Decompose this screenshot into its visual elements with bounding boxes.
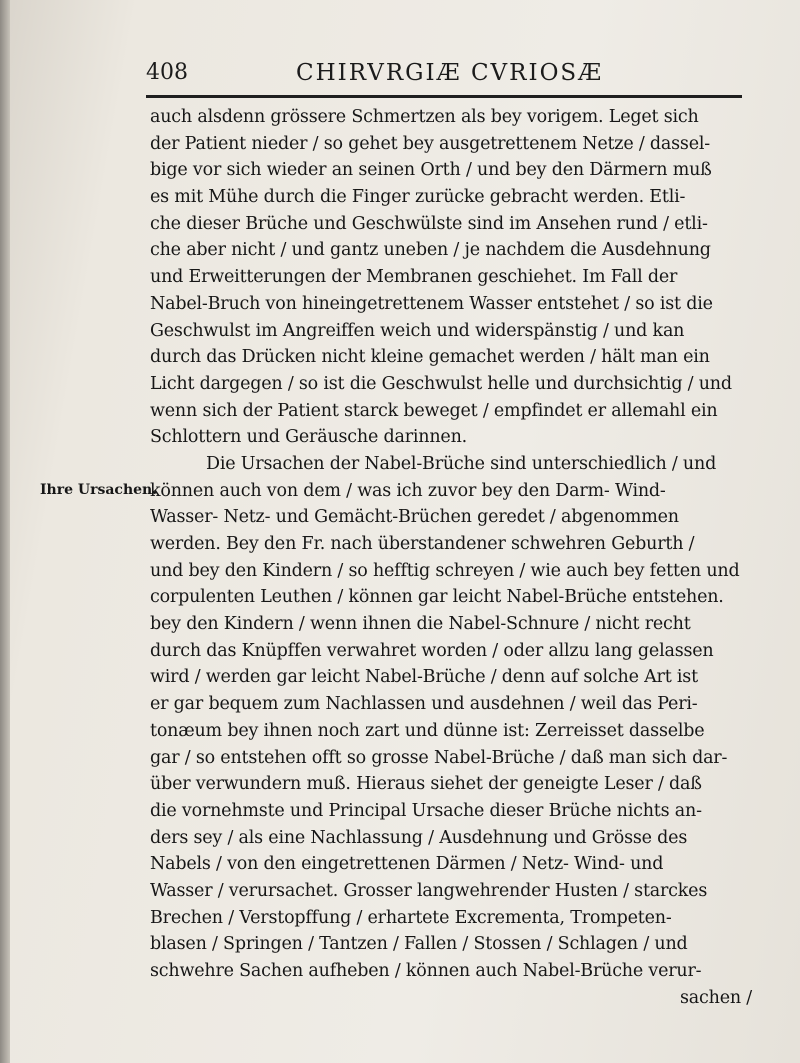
text-line-catchword: sachen / — [680, 987, 752, 1008]
text-line: wenn sich der Patient starck beweget / empfindet er allemahl ein — [150, 400, 718, 421]
text-line: und bey den Kindern / so hefftig schreyen / wie auch bey fetten und — [150, 560, 740, 581]
running-title: CHIRVRGIÆ CVRIOSÆ — [296, 60, 604, 86]
page-number: 408 — [146, 60, 188, 85]
text-line: durch das Drücken nicht kleine gemachet werden / hält man ein — [150, 347, 710, 368]
text-line: bige vor sich wieder an seinen Orth / und bey den Därmern muß — [150, 160, 712, 181]
text-line: er gar bequem zum Nachlassen und ausdehnen / weil das Peri- — [150, 694, 698, 715]
text-line: Nabels / von den eingetrettenen Därmen / Netz- Wind- und — [150, 854, 664, 875]
text-line: die vornehmste und Principal Ursache dieser Brüche nichts an- — [150, 800, 702, 821]
text-line: Licht dargegen / so ist die Geschwulst helle und durchsichtig / und — [150, 373, 732, 394]
text-line: Schlottern und Geräusche darinnen. — [150, 427, 468, 448]
text-line: der Patient nieder / so gehet bey ausgetrettenem Netze / dassel- — [150, 133, 710, 154]
text-line: schwehre Sachen aufheben / können auch Nabel-Brüche verur- — [150, 961, 702, 981]
page-header — [146, 58, 746, 88]
text-line: Geschwulst im Angreiffen weich und widerspänstig / und kan — [150, 320, 685, 341]
text-line: es mit Mühe durch die Finger zurücke gebracht werden. Etli- — [150, 187, 686, 208]
text-line: und Erweitterungen der Membranen geschiehet. Im Fall der — [150, 267, 678, 288]
text-line: über verwundern muß. Hieraus siehet der geneigte Leser / daß — [150, 774, 702, 795]
text-line: che dieser Brüche und Geschwülste sind im Ansehen rund / etli- — [150, 213, 708, 234]
header-rule — [146, 95, 742, 98]
paragraph-start-line: Die Ursachen der Nabel-Brüche sind unterschiedlich / und — [206, 453, 717, 474]
text-line: Nabel-Bruch von hineingetrettenem Wasser entstehet / so ist die — [150, 293, 713, 314]
text-line: wird / werden gar leicht Nabel-Brüche / denn auf solche Art ist — [150, 667, 698, 688]
body-text — [150, 104, 760, 1011]
text-line: auch alsdenn grössere Schmertzen als bey vorigem. Leget sich — [150, 107, 699, 127]
text-line: werden. Bey den Fr. nach überstandener schwehren Geburth / — [150, 534, 695, 554]
text-line: Wasser / verursachet. Grosser langwehrender Husten / starckes — [150, 880, 708, 901]
text-line: bey den Kindern / wenn ihnen die Nabel-Schnure / nicht recht — [150, 614, 691, 635]
text-line: blasen / Springen / Tantzen / Fallen / Stossen / Schlagen / und — [150, 934, 688, 955]
text-line: durch das Knüpffen verwahret worden / oder allzu lang gelassen — [150, 640, 714, 661]
text-line: che aber nicht / und gantz uneben / je nachdem die Ausdehnung — [150, 240, 711, 261]
text-line: können auch von dem / was ich zuvor bey den Darm- Wind- — [150, 480, 666, 501]
text-line: corpulenten Leuthen / können gar leicht Nabel-Brüche entstehen. — [150, 587, 724, 608]
margin-note: Ihre Ursachen. — [40, 482, 158, 498]
text-line: gar / so entstehen offt so grosse Nabel-Brüche / daß man sich dar- — [150, 747, 728, 768]
text-line: ders sey / als eine Nachlassung / Ausdehnung und Grösse des — [150, 827, 688, 848]
text-line: tonæum bey ihnen noch zart und dünne ist: Zerreisset dasselbe — [150, 720, 705, 741]
page-gutter-shadow — [0, 0, 10, 1063]
text-line: Brechen / Verstopffung / erhartete Excrementa, Trompeten- — [150, 907, 672, 928]
text-line: Wasser- Netz- und Gemächt-Brüchen geredet / abgenommen — [150, 507, 679, 528]
